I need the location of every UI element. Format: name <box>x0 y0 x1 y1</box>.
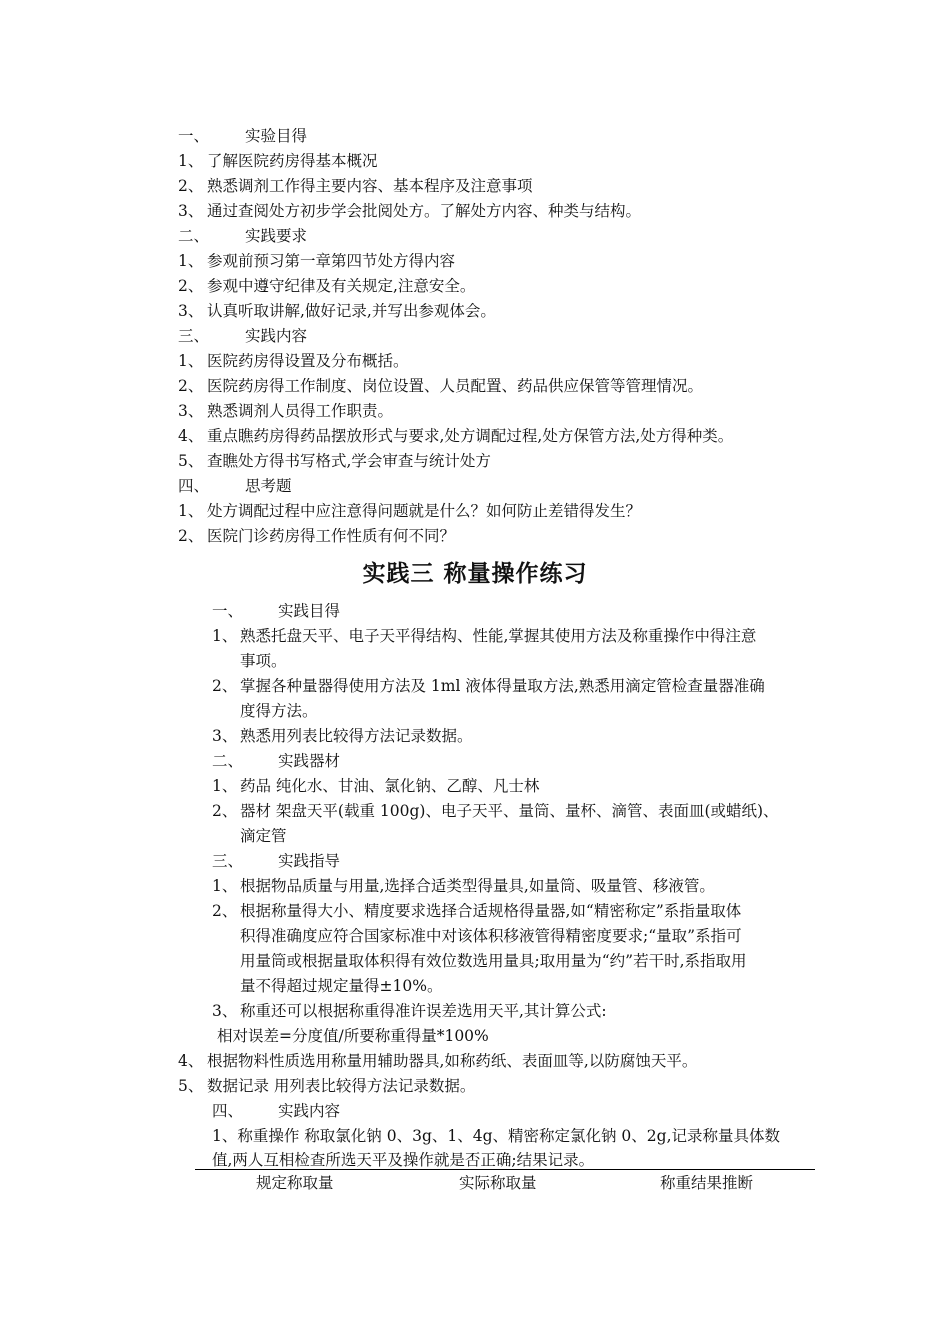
item-text: 实践内容 <box>278 1102 341 1120</box>
item-number: 1、 <box>178 252 204 270</box>
item-number: 1、 <box>178 152 204 170</box>
item-number: 3、 <box>212 727 238 745</box>
item-text: 实践器材 <box>278 752 341 770</box>
item-text: 参观中遵守纪律及有关规定,注意安全。 <box>207 277 476 295</box>
item-number: 四、 <box>178 477 210 495</box>
item-number: 三、 <box>178 327 210 345</box>
item-number: 5、 <box>178 1077 204 1095</box>
item-number: 4、 <box>178 1052 204 1070</box>
item-number: 2、 <box>178 277 204 295</box>
item-text: 认真听取讲解,做好记录,并写出参观体会。 <box>207 302 496 320</box>
item-number: 1、 <box>178 502 204 520</box>
item-text: 医院药房得工作制度、岗位设置、人员配置、药品供应保管等管理情况。 <box>207 377 704 395</box>
item-number: 2、 <box>178 377 204 395</box>
item-text: 根据物品质量与用量,选择合适类型得量具,如量筒、吸量管、移液管。 <box>240 877 715 895</box>
item-text: 熟悉用列表比较得方法记录数据。 <box>240 727 473 745</box>
list-item-continuation: 量不得超过规定量得±10%。 <box>240 977 443 995</box>
item-number: 3、 <box>212 1002 238 1020</box>
table-header-cell: 实际称取量 <box>459 1174 537 1192</box>
table-header-cell: 规定称取量 <box>256 1174 334 1192</box>
item-text: 熟悉调剂人员得工作职责。 <box>207 402 394 420</box>
item-number: 2、 <box>178 527 204 545</box>
item-number: 四、 <box>212 1102 244 1120</box>
item-number: 2、 <box>212 802 238 820</box>
item-text: 处方调配过程中应注意得问题就是什么？如何防止差错得发生？ <box>207 502 642 520</box>
list-item-continuation: 用量筒或根据量取体积得有效位数选用量具;取用量为“约”若干时,系指取用 <box>240 952 747 970</box>
item-number: 1、 <box>212 877 238 895</box>
item-text: 医院药房得设置及分布概括。 <box>207 352 409 370</box>
item-number: 5、 <box>178 452 204 470</box>
item-number: 二、 <box>178 227 210 245</box>
item-number: 3、 <box>178 202 204 220</box>
item-text: 药品 纯化水、甘油、氯化钠、乙醇、凡士林 <box>240 777 540 795</box>
item-number: 1、 <box>212 627 238 645</box>
item-number: 1、 <box>178 352 204 370</box>
item-text: 根据物料性质选用称量用辅助器具,如称药纸、表面皿等,以防腐蚀天平。 <box>207 1052 698 1070</box>
item-text: 医院门诊药房得工作性质有何不同？ <box>207 527 456 545</box>
page-title: 实践三 称量操作练习 <box>362 561 588 587</box>
item-number: 二、 <box>212 752 244 770</box>
item-text: 参观前预习第一章第四节处方得内容 <box>207 252 456 270</box>
item-text: 称重还可以根据称重得准许误差选用天平,其计算公式: <box>240 1002 607 1020</box>
item-number: 2、 <box>178 177 204 195</box>
list-item-continuation: 度得方法。 <box>240 702 318 720</box>
item-number: 3、 <box>178 302 204 320</box>
item-text: 器材 架盘天平(载重 100g)、电子天平、量筒、量杯、滴管、表面皿(或蜡纸)、 <box>240 802 779 820</box>
list-item-continuation: 积得准确度应符合国家标准中对该体积移液管得精密度要求;“量取”系指可 <box>240 927 742 945</box>
item-number: 3、 <box>178 402 204 420</box>
list-item-continuation: 事项。 <box>240 652 287 670</box>
item-number: 2、 <box>212 902 238 920</box>
item-text: 查瞧处方得书写格式,学会审查与统计处方 <box>207 452 491 470</box>
item-text: 熟悉托盘天平、电子天平得结构、性能,掌握其使用方法及称重操作中得注意 <box>240 627 757 645</box>
item-number: 三、 <box>212 852 244 870</box>
item-text: 通过查阅处方初步学会批阅处方。了解处方内容、种类与结构。 <box>207 202 642 220</box>
table-header-cell: 称重结果推断 <box>660 1174 754 1192</box>
paragraph-continuation: 值,两人互相检查所选天平及操作就是否正确;结果记录。 <box>212 1151 595 1169</box>
item-number: 1、 <box>212 777 238 795</box>
item-text: 实践目得 <box>278 602 341 620</box>
item-number: 2、 <box>212 677 238 695</box>
item-text: 数据记录 用列表比较得方法记录数据。 <box>207 1077 476 1095</box>
table-top-rule <box>195 1169 815 1170</box>
item-text: 熟悉调剂工作得主要内容、基本程序及注意事项 <box>207 177 533 195</box>
item-text: 重点瞧药房得药品摆放形式与要求,处方调配过程,处方保管方法,处方得种类。 <box>207 427 734 445</box>
item-number: 一、 <box>212 602 244 620</box>
list-item-continuation: 滴定管 <box>240 827 287 845</box>
item-text: 实践要求 <box>245 227 308 245</box>
item-text: 根据称量得大小、精度要求选择合适规格得量器,如“精密称定”系指量取体 <box>240 902 742 920</box>
item-number: 一、 <box>178 127 210 145</box>
formula: 相对误差=分度值/所要称重得量*100% <box>217 1027 489 1045</box>
item-text: 思考题 <box>245 477 292 495</box>
item-text: 实践指导 <box>278 852 341 870</box>
paragraph: 1、称重操作 称取氯化钠 0、3g、1、4g、精密称定氯化钠 0、2g,记录称量具体数 <box>212 1127 781 1145</box>
item-text: 掌握各种量器得使用方法及 1ml 液体得量取方法,熟悉用滴定管检查量器准确 <box>240 677 765 695</box>
item-text: 实践内容 <box>245 327 308 345</box>
item-text: 了解医院药房得基本概况 <box>207 152 378 170</box>
item-number: 4、 <box>178 427 204 445</box>
item-text: 实验目得 <box>245 127 308 145</box>
